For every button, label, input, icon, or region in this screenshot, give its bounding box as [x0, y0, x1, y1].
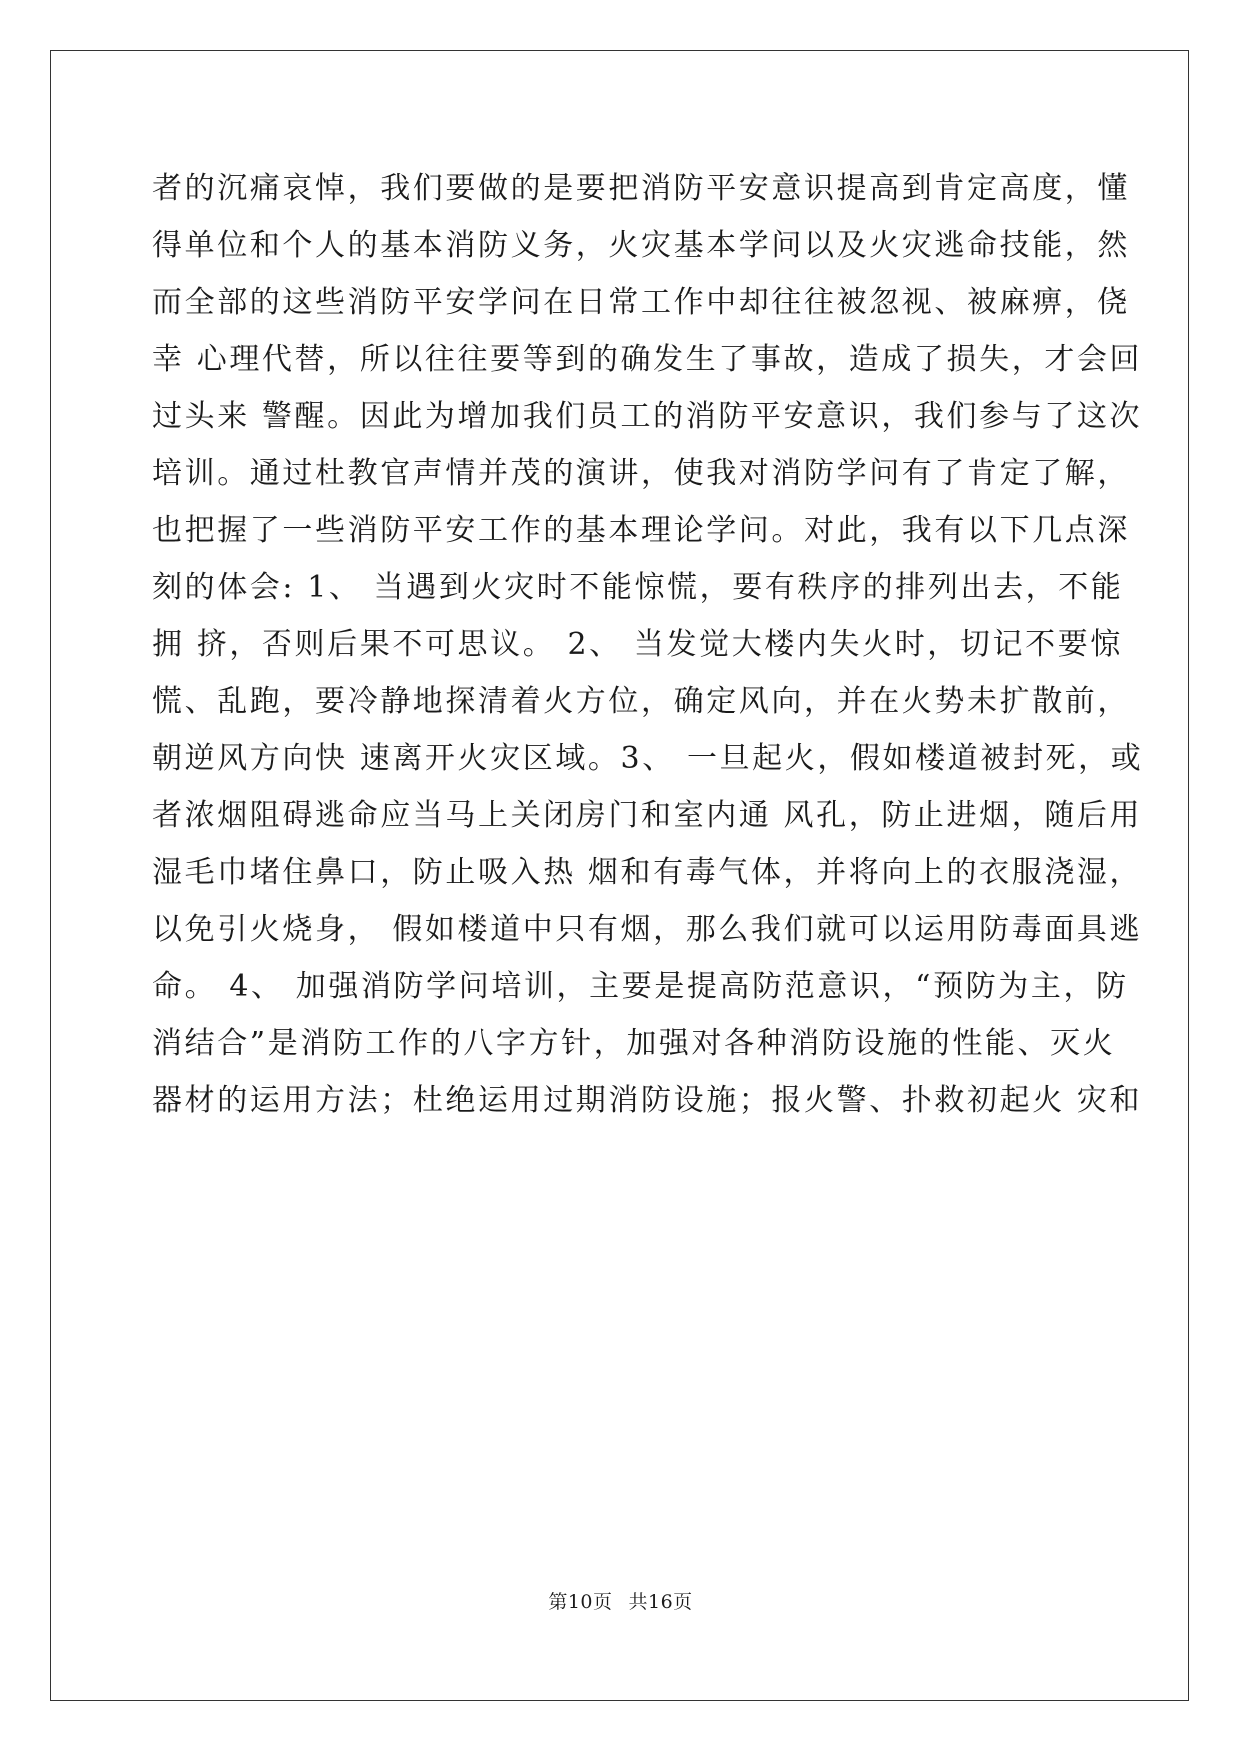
text-line: 者的沉痛哀悼，我们要做的是要把消防平安意识提高到肯定高度，懂	[152, 171, 1130, 206]
text-line: 湿毛巾堵住鼻口，防止吸入热 烟和有毒气体，并将向上的衣服浇湿，	[152, 855, 1143, 890]
text-line: 命。 4、 加强消防学问培训，主要是提高防范意识，“预防为主，防	[152, 969, 1129, 1004]
text-line: 器材的运用方法；杜绝运用过期消防设施；报火警、扑救初起火 灾和	[152, 1083, 1143, 1118]
text-line: 刻的体会: 1、 当遇到火灾时不能惊慌，要有秩序的排列出去，不能	[152, 570, 1124, 605]
text-line: 朝逆风方向快 速离开火灾区域。3、 一旦起火，假如楼道被封死，或	[152, 741, 1144, 776]
text-line: 慌、乱跑，要冷静地探清着火方位，确定风向，并在火势未扩散前，	[152, 684, 1130, 719]
text-line: 者浓烟阻碍逃命应当马上关闭房门和室内通 风孔，防止进烟，随后用	[152, 798, 1143, 833]
text-line: 也把握了一些消防平安工作的基本理论学问。对此，我有以下几点深	[152, 513, 1130, 548]
page-total: 共16页	[628, 1591, 693, 1613]
text-line: 培训。通过杜教官声情并茂的演讲，使我对消防学问有了肯定了解，	[152, 456, 1130, 491]
text-line: 幸 心理代替，所以往往要等到的确发生了事故，造成了损失，才会回	[152, 342, 1143, 377]
page-number: 第10页	[548, 1591, 613, 1613]
text-line: 消结合”是消防工作的八字方针，加强对各种消防设施的性能、灭火	[152, 1026, 1116, 1061]
body-text	[152, 160, 1144, 1129]
text-line: 以免引火烧身， 假如楼道中只有烟，那么我们就可以运用防毒面具逃	[152, 912, 1143, 947]
text-line: 得单位和个人的基本消防义务，火灾基本学问以及火灾逃命技能，然	[152, 228, 1130, 263]
text-line: 过头来 警醒。因此为增加我们员工的消防平安意识，我们参与了这次	[152, 399, 1143, 434]
page-footer	[0, 1587, 1241, 1614]
text-line: 拥 挤，否则后果不可思议。 2、 当发觉大楼内失火时，切记不要惊	[152, 627, 1123, 662]
text-line: 而全部的这些消防平安学问在日常工作中却往往被忽视、被麻痹，侥	[152, 285, 1130, 320]
